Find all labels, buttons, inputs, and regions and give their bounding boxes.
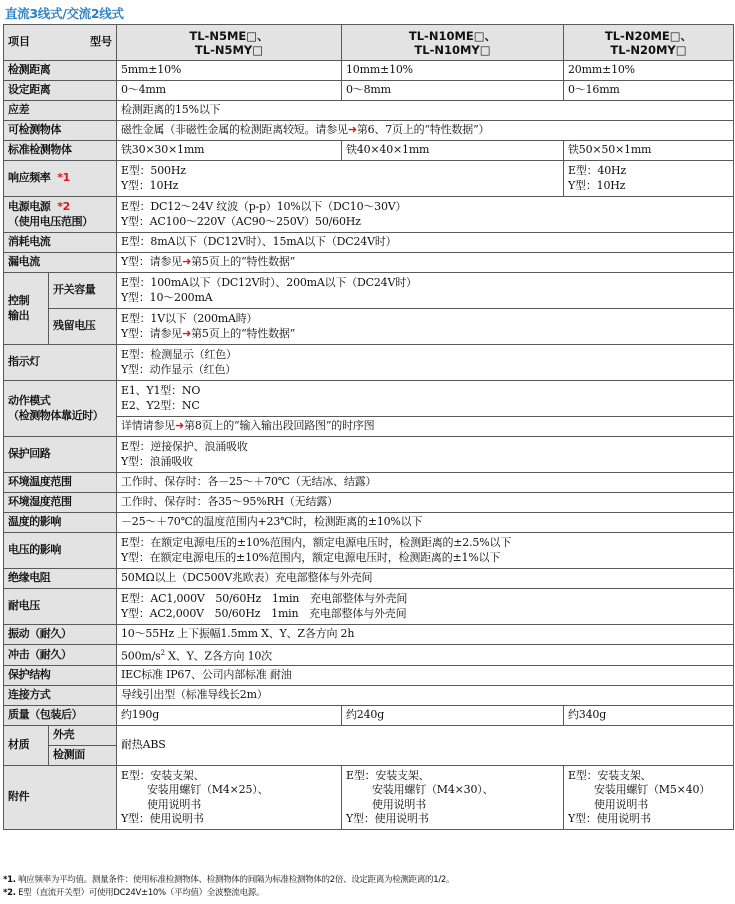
header-model: 型号 (90, 35, 112, 49)
row-mode-a: 动作模式 （检测物体靠近时） E1、Y1型：NO E2、Y2型：NC (4, 381, 734, 417)
row-control-capacity: 控制 输出 开关容量 E型：100mA以下（DC12V时）、200mA以下（DC24V时） Y型：10～200mA (4, 273, 734, 309)
row-detect-dist: 检测距离 5mm±10% 10mm±10% 20mm±10% (4, 61, 734, 81)
row-leakage: 漏电流 Y型：请参见➜第5页上的“特性数据” (4, 253, 734, 273)
row-mass: 质量（包装后） 约190g 约240g 约340g (4, 706, 734, 726)
header-item-model (4, 25, 117, 61)
row-consumption: 消耗电流 E型：8mA以下（DC12V时）、15mA以下（DC24V时） (4, 233, 734, 253)
row-humid-range: 环境湿度范围 工作时、保存时：各35～95%RH（无结露） (4, 493, 734, 513)
row-response: 响应频率 *1 E型：500Hz Y型：10Hz E型：40Hz Y型：10Hz (4, 161, 734, 197)
header-row (4, 25, 734, 61)
row-protection: 保护回路 E型：逆接保护、浪涌吸收 Y型：浪涌吸收 (4, 437, 734, 473)
arrow-icon: ➜ (182, 326, 192, 340)
row-structure: 保护结构 IEC标准 IP67、公司内部标准 耐油 (4, 666, 734, 686)
row-mode-b: 详情请参见➜第8页上的“输入输出段回路图”的时序图 (4, 417, 734, 437)
row-power: 电源电源 *2 （使用电压范围） E型：DC12～24V 纹波（p-p）10%以下（DC10～30V） Y型：AC100～220V（AC90～250V）50/60Hz (4, 197, 734, 233)
arrow-icon: ➜ (182, 255, 192, 269)
footnote-mark: *2 (57, 200, 70, 213)
arrow-icon: ➜ (347, 123, 357, 137)
row-indicator: 指示灯 E型：检测显示（红色） Y型：动作显示（红色） (4, 345, 734, 381)
row-vibration: 振动（耐久） 10～55Hz 上下振幅1.5mm X、Y、Z各方向 2h (4, 625, 734, 645)
row-withstand: 耐电压 E型：AC1,000V 50/60Hz 1min 充电部整体与外壳间 Y型：AC2,000V 50/60Hz 1min 充电部整体与外壳间 (4, 589, 734, 625)
row-detectable: 可检测物体 磁性金属（非磁性金属的检测距离较短。请参见➜第6、7页上的“特性数据”） (4, 121, 734, 141)
row-hysteresis: 应差 检测距离的15%以下 (4, 101, 734, 121)
header-item: 项目 (8, 35, 30, 49)
row-std-object: 标准检测物体 铁30×30×1mm 铁40×40×1mm 铁50×50×1mm (4, 141, 734, 161)
row-material-case: 材质 外壳 耐热ABS (4, 726, 734, 746)
row-connection: 连接方式 导线引出型（标准导线长2m） (4, 686, 734, 706)
header-col1: TL-N5ME□、 TL-N5MY□ (117, 25, 342, 61)
arrow-icon: ➜ (175, 419, 185, 433)
footnote-1: *1. 响应频率为平均值。测量条件：使用标准检测物体、检测物体的间隔为标准检测物体的2倍、设定距离为检测距离的1/2。 (3, 875, 455, 885)
row-material-face: 检测面 (4, 746, 734, 766)
section-title: 直流3线式/交流2线式 (5, 6, 124, 21)
header-col2: TL-N10ME□、 TL-N10MY□ (342, 25, 564, 61)
row-temp-range: 环境温度范围 工作时、保存时：各－25～＋70℃（无结冰、结露） (4, 473, 734, 493)
row-accessories: 附件 E型：安装支架、 安装用螺钉（M4×25）、 使用说明书 Y型：使用说明书 E型：安装支架、 安装用螺钉（M4×30）、 使用说明书 Y型：使用说明书 E型：安装支架、 安装用螺钉（M5×40） 使用说明书 Y型：使用说明书 (4, 766, 734, 830)
header-col3: TL-N20ME□、 TL-N20MY□ (564, 25, 734, 61)
spec-table (3, 24, 734, 830)
row-volt-effect: 电压的影响 E型：在额定电源电压的±10%范围内，额定电源电压时，检测距离的±2.5%以下 Y型：在额定电源电压的±10%范围内，额定电源电压时，检测距离的±1%以下 (4, 533, 734, 569)
footnotes (3, 874, 454, 900)
row-control-residual: 残留电压 E型：1V以下（200mA時） Y型：请参见➜第5页上的“特性数据” (4, 309, 734, 345)
footnote-mark: *1 (57, 171, 70, 185)
row-insulation: 绝缘电阻 50MΩ以上（DC500V兆欧表）充电部整体与外壳间 (4, 569, 734, 589)
row-shock: 冲击（耐久） $500m/s^2$ X、Y、Z各方向 10次 (4, 645, 734, 666)
row-temp-effect: 温度的影响 －25～＋70℃的温度范围内+23℃时，检测距离的±10%以下 (4, 513, 734, 533)
footnote-2: *2. E型（直流开关型）可使用DC24V±10%（平均值）全波整流电源。 (3, 888, 265, 898)
row-set-dist: 设定距离 0～4mm 0～8mm 0～16mm (4, 81, 734, 101)
